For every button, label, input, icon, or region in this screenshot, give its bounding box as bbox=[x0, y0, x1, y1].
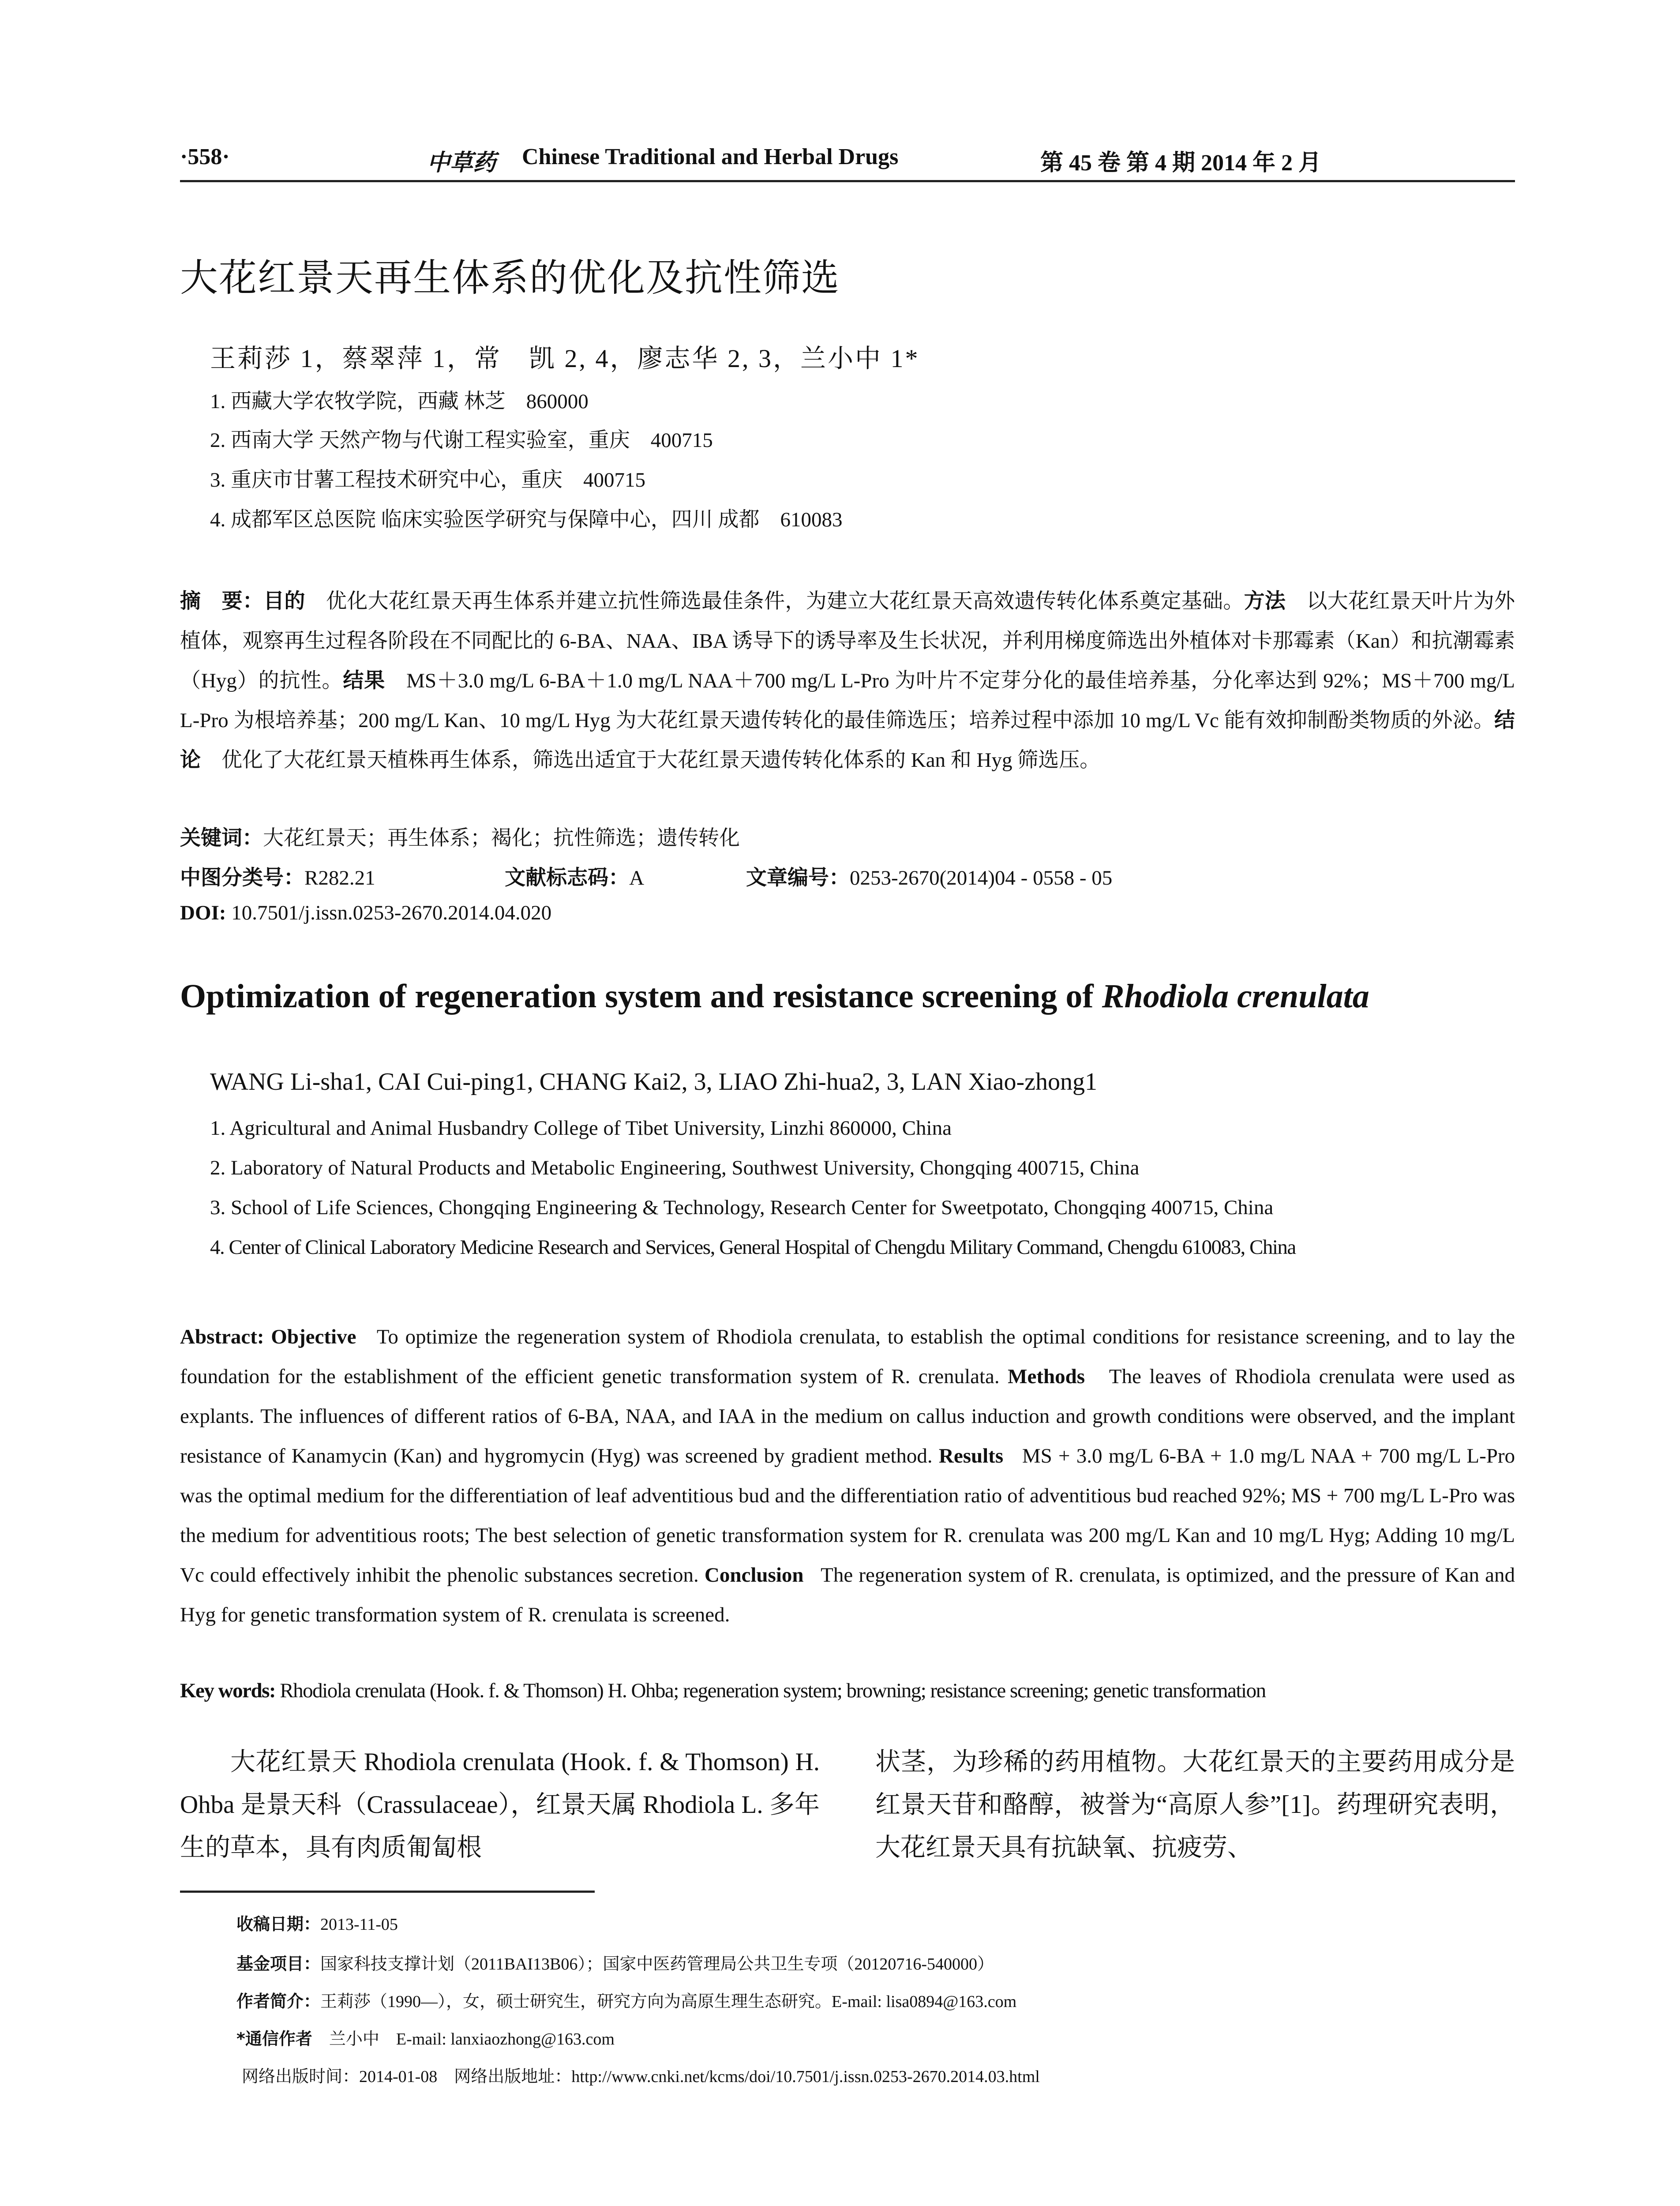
objective-label: 目的 bbox=[263, 589, 305, 613]
cn-keywords bbox=[180, 822, 740, 851]
english-title-species: Rhodiola crenulata bbox=[1102, 978, 1369, 1015]
chinese-title: 大花红景天再生体系的优化及抗性筛选 bbox=[180, 256, 840, 300]
page-number: ·558· bbox=[180, 144, 230, 169]
en-keywords-text: Rhodiola crenulata (Hook. f. & Thomson) H. Ohba; regeneration system; browning; resistance screening; genetic transformation bbox=[280, 1679, 1266, 1702]
en-affiliation-3: 3. School of Life Sciences, Chongqing Engineering & Technology, Research Center for Sweetpotato, Chongqing 400715, China bbox=[210, 1196, 1274, 1219]
english-title-text: Optimization of regeneration system and resistance screening of bbox=[180, 978, 1094, 1015]
conclusion-text: 优化了大花红景天植株再生体系，筛选出适宜于大花红景天遗传转化体系的 Kan 和 Hyg 筛选压。 bbox=[221, 749, 1101, 772]
classification-line bbox=[180, 861, 1112, 891]
footnote-online: 网络出版时间：2014-01-08 网络出版地址：http://www.cnki.net/kcms/doi/10.7501/j.issn.0253-2670.2014.03.html bbox=[242, 2067, 1040, 2086]
doi-label: DOI: bbox=[180, 901, 226, 924]
received-date: 2013-11-05 bbox=[320, 1915, 398, 1934]
en-affiliation-2: 2. Laboratory of Natural Products and Metabolic Engineering, Southwest University, Chongqing 400715, China bbox=[210, 1156, 1140, 1179]
en-results-text: MS + 3.0 mg/L 6-BA + 1.0 mg/L NAA + 700 mg/L L-Pro was the optimal medium for the differentiation of leaf adventitious bud and the differentiation ratio of adventitious bud reached 92%; MS + 700 mg/L L-Pro was the medium for adventitious roots; The best selection of genetic transformation system for R. crenulata was 200 mg/L Kan and 10 mg/L Hyg; Adding 10 mg/L Vc could effectively inhibit the phenolic substances secretion. bbox=[180, 1444, 1515, 1587]
en-results-label: Results bbox=[938, 1444, 1004, 1467]
en-objective-text: To optimize the regeneration system of Rhodiola crenulata, to establish the optimal conditions for resistance screening, and to lay the foundation for the establishment of the efficient genetic transformation system of R. crenulata. bbox=[180, 1325, 1515, 1388]
en-abstract-label: Abstract: Objective bbox=[180, 1325, 356, 1348]
author-bio-label: 作者简介： bbox=[236, 1992, 321, 2011]
doccode-label: 文献标志码： bbox=[505, 866, 630, 890]
results-text: MS＋3.0 mg/L 6-BA＋1.0 mg/L NAA＋700 mg/L L-Pro 为叶片不定芽分化的最佳培养基，分化率达到 92%；MS＋700 mg/L L-Pro 为根培养基；200 mg/L Kan、10 mg/L Hyg 为大花红景天遗传转化的最佳筛选压；培养过程中添加 10 mg/L Vc 能有效抑制酚类物质的外泌。 bbox=[180, 669, 1515, 732]
doi-line bbox=[180, 901, 551, 925]
footnote-received bbox=[236, 1910, 398, 1935]
en-affiliation-4: 4. Center of Clinical Laboratory Medicine Research and Services, General Hospital of Chengdu Military Command, Chengdu 610083, China bbox=[210, 1236, 1296, 1259]
en-affiliation-1: 1. Agricultural and Animal Husbandry College of Tibet University, Linzhi 860000, China bbox=[210, 1117, 952, 1140]
author-bio-text: 王莉莎（1990—），女，硕士研究生，研究方向为高原生理生态研究。E-mail: lisa0894@163.com bbox=[320, 1992, 1017, 2011]
artno-label: 文章编号： bbox=[746, 866, 850, 890]
footnote-corresponding bbox=[236, 2025, 615, 2049]
footnote-fund bbox=[236, 1950, 994, 1974]
clc-label: 中图分类号： bbox=[180, 866, 304, 890]
body-column-left: 大花红景天 Rhodiola crenulata (Hook. f. & Thomson) H. Ohba 是景天科（Crassulaceae），红景天属 Rhodiola L. 多年生的草本，具有肉质匍匐根 bbox=[180, 1748, 820, 1861]
journal-name: Chinese Traditional and Herbal Drugs bbox=[522, 144, 899, 169]
english-title bbox=[180, 977, 1369, 1016]
en-conclusion-label: Conclusion bbox=[704, 1564, 804, 1587]
english-authors: WANG Li-sha1, CAI Cui-ping1, CHANG Kai2, 3, LIAO Zhi-hua2, 3, LAN Xiao-zhong1 bbox=[210, 1068, 1098, 1095]
doi-value: 10.7501/j.issn.0253-2670.2014.04.020 bbox=[231, 901, 552, 924]
methods-text: 以大花红景天叶片为外植体，观察再生过程各阶段在不同配比的 6-BA、NAA、IBA 诱导下的诱导率及生长状况，并利用梯度筛选出外植体对卡那霉素（Kan）和抗潮霉素（Hyg）的抗性。 bbox=[180, 590, 1515, 692]
cn-affiliation-4: 4. 成都军区总医院 临床实验医学研究与保障中心，四川 成都 610083 bbox=[210, 508, 843, 531]
corresponding-label: *通信作者 bbox=[236, 2029, 312, 2048]
methods-label: 方法 bbox=[1244, 589, 1286, 613]
issue-info: 第 45 卷 第 4 期 2014 年 2 月 bbox=[1040, 150, 1322, 176]
keywords-label: 关键词： bbox=[180, 826, 263, 850]
en-conclusion-text: The regeneration system of R. crenulata, is optimized, and the pressure of Kan and Hyg for genetic transformation system of R. crenulata is screened. bbox=[180, 1564, 1515, 1626]
english-abstract bbox=[180, 1317, 1515, 1679]
received-label: 收稿日期： bbox=[236, 1914, 321, 1934]
corresponding-text: 兰小中 E-mail: lanxiaozhong@163.com bbox=[329, 2030, 615, 2048]
body-column-right: 状茎，为珍稀的药用植物。大花红景天的主要药用成分是红景天苷和酪醇，被誉为“高原人参”[1]。药理研究表明，大花红景天具有抗缺氧、抗疲劳、 bbox=[875, 1748, 1515, 1861]
artno-value: 0253-2670(2014)04 - 0558 - 05 bbox=[849, 867, 1113, 889]
footnote-divider bbox=[180, 1891, 595, 1893]
en-keywords bbox=[180, 1679, 1266, 1703]
running-header bbox=[180, 140, 1515, 182]
abstract-label: 摘 要： bbox=[180, 589, 264, 613]
conclusion-label: 结论 bbox=[180, 708, 1515, 772]
cn-affiliation-1: 1. 西藏大学农牧学院，西藏 林芝 860000 bbox=[210, 390, 589, 413]
en-keywords-label: Key words: bbox=[180, 1679, 276, 1702]
objective-text: 优化大花红景天再生体系并建立抗性筛选最佳条件，为建立大花红景天高效遗传转化体系奠定基础。 bbox=[326, 590, 1244, 613]
footnote-author bbox=[236, 1988, 1016, 2012]
results-label: 结果 bbox=[343, 668, 386, 693]
cn-affiliation-2: 2. 西南大学 天然产物与代谢工程实验室，重庆 400715 bbox=[210, 429, 713, 452]
chinese-abstract bbox=[180, 582, 1515, 815]
fund-label: 基金项目： bbox=[236, 1954, 321, 1973]
cn-affiliation-3: 3. 重庆市甘薯工程技术研究中心，重庆 400715 bbox=[210, 469, 645, 491]
doccode-value: A bbox=[629, 867, 643, 889]
keywords-text: 大花红景天；再生体系；褐化；抗性筛选；遗传转化 bbox=[263, 827, 740, 850]
chinese-authors: 王莉莎 1，蔡翠萍 1，常 凯 2, 4，廖志华 2, 3，兰小中 1* bbox=[210, 344, 920, 373]
clc-value: R282.21 bbox=[304, 867, 375, 889]
en-methods-label: Methods bbox=[1008, 1365, 1085, 1388]
journal-logo-cn: 中草药 bbox=[427, 149, 496, 176]
en-methods-text: The leaves of Rhodiola crenulata were used as explants. The influences of different ratios of 6-BA, NAA, and IAA in the medium on callus induction and growth conditions were observed, and the implant resistance of Kanamycin (Kan) and hygromycin (Hyg) was screened by gradient method. bbox=[180, 1365, 1515, 1467]
fund-text: 国家科技支撑计划（2011BAI13B06）；国家中医药管理局公共卫生专项（20120716-540000） bbox=[320, 1955, 994, 1973]
